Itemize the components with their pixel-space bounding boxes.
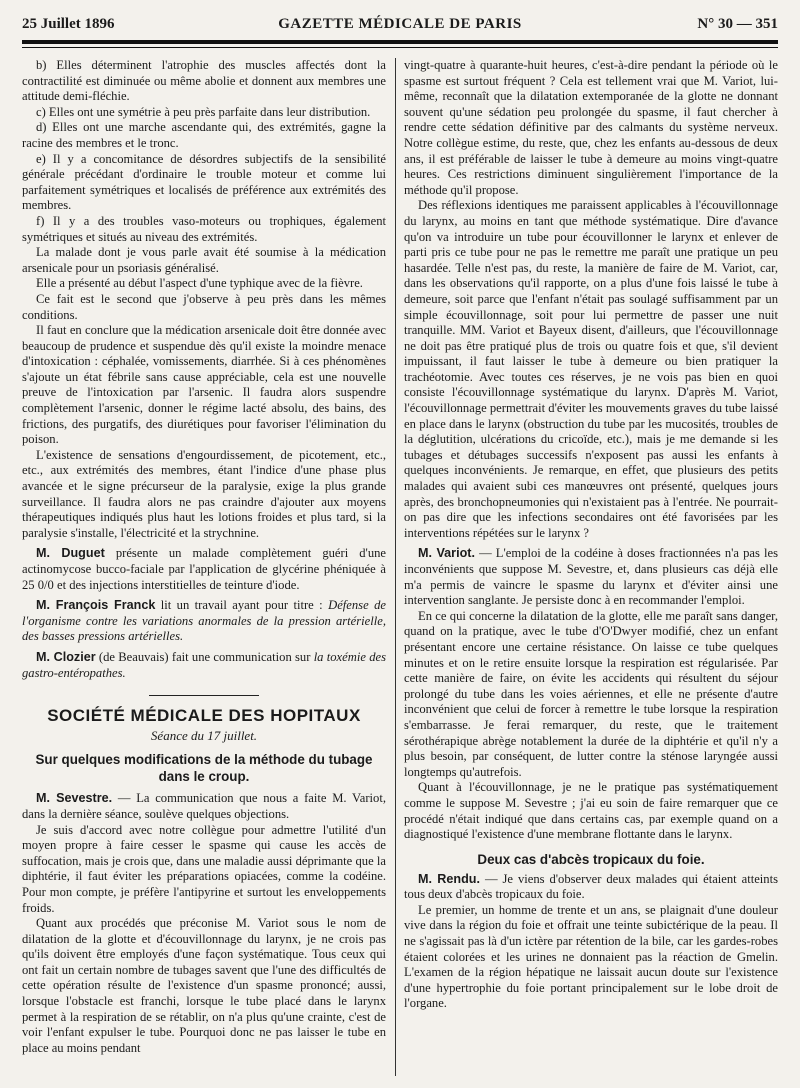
paragraph-rendu [404, 872, 778, 903]
paragraph: b) Elles déterminent l'atrophie des muscles affectés dont la contractilité est diminuée ou même abolie et donnent aux membres une attitude demi-fléchie. [22, 58, 386, 104]
paragraph: En ce qui concerne la dilatation de la glotte, elle me paraît sans danger, quand on la pratique, avec le tube d'O'Dwyer modifié, chez un enfant présentant encore une certaine résistance. On laisse ce tube quelques minutes et on le retire ensuite lorsque la respiration est régularisée. Par cette manière de faire, on évite les accidents qui résultent du séjour prolongé du tube dans les voies aériennes, et elle ne présente d'autre inconvénient que celui de forcer à remettre le tube lorsque la respiration s'embarrasse. Je ferai remarquer, du reste, que le traitement sérothérapique abrège notablement la durée de la diphtérie et qu'il n'y a plus besoin, par conséquent, de lutter contre la sténose laryngée aussi longtemps qu'autrefois. [404, 608, 778, 779]
paragraph: Elle a présenté au début l'aspect d'une typhique avec de la fièvre. [36, 276, 363, 291]
journal-title: GAZETTE MÉDICALE DE PARIS [278, 16, 522, 32]
speaker-text: — La communication que nous a faite M. Variot, dans la dernière séance, soulève quelques objections. [22, 791, 386, 821]
paragraph: Le premier, un homme de trente et un ans, se plaignait d'une douleur vive dans la région du foie et offrait une teinte subictérique de la peau. Il ne s'agissait pas là d'un ictère par rétention de la bile, car les gardes-robes étaient colorées et les urines ne donnaient pas la réaction de Gmelin. L'examen de la région hépatique ne laissait aucun doute sur l'existence d'une hypertrophie du foie portant principalement sur le lobe droit de l'organe. [404, 902, 778, 1011]
society-title: SOCIÉTÉ MÉDICALE DES HOPITAUX [47, 706, 361, 726]
speaker-text: lit un travail ayant pour titre : [155, 598, 329, 613]
paragraph-clozier [22, 650, 386, 681]
paragraph: c) Elles ont une symétrie à peu près parfaite dans leur distribution. [36, 104, 371, 119]
paragraph-variot [404, 546, 778, 608]
speaker-text: — L'emploi de la codéine à doses fractionnées n'a pas les inconvénients que suppose M. Sevestre, et, dans plusieurs cas déjà elle m'a permis de vaincre le spasme du larynx et d'éviter ainsi une intervention sanglante. Je persiste donc à en recommander l'emploi. [404, 546, 779, 608]
speaker-text: (de Beauvais) fait une communication sur [95, 649, 314, 664]
work-title: Défense de l'organisme contre les variations anormales de la pression artérielle, des basses pressions artérielles. [22, 598, 386, 644]
column-divider [395, 58, 396, 1076]
speaker-text: — Je viens d'observer deux malades qui étaient atteints tous deux d'abcès tropicaux du foie. [404, 871, 778, 902]
paragraph: La malade dont je vous parle avait été soumise à la médication arsenicale pour un psoriasis généralisé. [22, 245, 386, 275]
paragraph: Je suis d'accord avec notre collègue pour admettre l'utilité d'un moyen propre à faire cesser le spasme qui cause les accès de suffocation, mais je crois que, dans une maladie aussi déprimante que la diphtérie, il faut éviter les préparations opiacées, comme la codéine. Pour mon compte, je préfère l'antipyrine et surtout les enveloppements froids. [22, 822, 386, 915]
speaker-name: M. Variot. [418, 546, 475, 561]
page-header [22, 14, 778, 36]
paragraph: Des réflexions identiques me paraissent applicables à l'écouvillonnage du larynx, au moins en tant que méthode systématique. Dire d'avance qu'on va introduire un tube pour écouvillonner le larynx et enlever de parti pris ce tube pour ne pas le remettre me paraît une pratique un peu hasardée. Telle n'est pas, du reste, la manière de faire de M. Variot, car, dans les observations qu'il rapporte, on a plus d'une fois laissé le tube à demeure, soit parce que l'enfant n'était pas soulagé suffisamment par un simple écouvillonnage, soit pour lui permettre de passer une nuit tranquille. MM. Variot et Bayeux disent, d'ailleurs, que l'écouvillonnage ne doit pas être pratiqué plus de trois ou quatre fois et que, s'il devient impuissant, il faut laisser le tube à demeure ou bien pratiquer la trachéotomie. Avec toutes ces réserves, je ne vois pas bien en quoi consiste l'écouvillonnage systématique du larynx. D'après M. Variot, l'écouvillonnage permettrait d'éviter les mouvements graves du tube laissé en place dans le larynx (obstruction du tube par les mucosités, troubles de la déglutition, ulcérations du cricoïde, etc.), mais je me demande si les tubages et détubages successifs n'exposent pas aussi les enfants à quelques inconvénients. Je remarque, en effet, que plusieurs des petits malades qui avaient subi ces manœuvres ont présenté, quelques jours après, des bronchopneumonies qui n'existaient pas à l'entrée. Ne pourrait-on pas dire que les infections secondaires ont été favorisées par les interventions répétées sur le larynx ? [404, 198, 778, 540]
work-title: la toxémie des gastro-entéropathes. [22, 649, 386, 680]
speaker-name: M. Sevestre. [36, 791, 113, 806]
section-subheading: Deux cas d'abcès tropicaux du foie. [477, 851, 705, 867]
speaker-name: M. Duguet [36, 546, 105, 561]
speaker-text: présente un malade complètement guéri d'une actinomycose bucco-faciale par l'application de glycérine phéniquée à 25 0/0 et des injections interstitielles de teinture d'iode. [22, 546, 386, 592]
issue-date: 25 Juillet 1896 [22, 16, 115, 32]
right-column [404, 58, 778, 1012]
speaker-name: M. Rendu. [418, 871, 480, 886]
paragraph: e) Il y a concomitance de désordres subjectifs de la sensibilité générale précédant d'ordinaire le trouble moteur et comme lui parfaitement symétriques et localisés de préférence aux extrémités des membres. [22, 151, 386, 213]
section-divider [149, 695, 259, 696]
paragraph: d) Elles ont une marche ascendante qui, des extrémités, gagne la racine des membres et le tronc. [22, 120, 386, 150]
paragraph: L'existence de sensations d'engourdissement, de picotement, etc., etc., aux extrémités des membres, étant l'indice d'une phase plus avancée et le signe précurseur de la paralysie, exige la plus grande surveillance. Il faudra alors ne pas craindre d'ajouter aux moyens thérapeutiques indiqués plus haut les lotions froides et plus tard, si la paralysie s'installe, l'électricité et la strychnine. [22, 447, 386, 540]
page-number: N° 30 — 351 [697, 16, 778, 32]
paragraph: vingt-quatre à quarante-huit heures, c'est-à-dire pendant la période où le spasme est surtout fréquent ? Cela est tellement vrai que M. Variot, lui-même, reconnaît que la dilatation extemporanée de la glotte ne donnant souvent qu'une sédation peu prolongée du spasme, il faut chercher à rendre cette sédation définitive par des calmants du système nerveux. Notre collègue estime, du reste, que, chez les enfants au-dessous de deux ans, il est préférable de laisser le tube à demeure au moins vingt-quatre heures. Ces restrictions diminuent singulièrement l'importance de la méthode qu'il propose. [404, 58, 778, 197]
paragraph-duguet [22, 546, 386, 593]
left-column [22, 58, 386, 1056]
header-rule-thick [22, 40, 778, 44]
paragraph: Ce fait est le second que j'observe à peu près dans les mêmes conditions. [22, 291, 386, 322]
paragraph: Il faut en conclure que la médication arsenicale doit être donnée avec beaucoup de prudence et suspendue dès qu'il existe la moindre menace d'intoxication : céphalée, vomissements, diarrhée. Si à ces phénomènes s'ajoute un état fébrile sans cause appréciable, cela est une nouvelle preuve de l'intoxication par l'arsenic. Il faudra alors suspendre complètement l'arsenic, donner le régime lacté absolu, des bains, des frictions, des purgatifs, des diurétiques pour favoriser l'élimination du poison. [22, 323, 386, 447]
paragraph: Quant aux procédés que préconise M. Variot sous le nom de dilatation de la glotte et d'écouvillonnage du larynx, je ne crois pas qu'ils doivent être employés d'une façon systématique. Tous ceux qui ont fait un certain nombre de tubages savent que l'une des difficultés de cette opération résulte de l'existence d'un spasme prononcé; aussi, lorsque l'obstacle est franchi, lorsque le tube placé dans le larynx permet à la respiration de se rétablir, on n'a plus qu'une crainte, c'est de voir l'enfant expulser le tube. Pourquoi donc ne pas laisser le tube en place au moins pendant [22, 916, 386, 1055]
seance-date: Séance du 17 juillet. [150, 727, 258, 743]
paragraph-sevestre [22, 791, 386, 822]
paragraph: Quant à l'écouvillonnage, je ne le pratique pas systématiquement comme le suppose M. Sevestre ; j'ai eu soin de faire remarquer que ce procédé n'était indiqué que dans certains cas, par exemple quand on a diagnostiqué l'existence d'une membrane flottante dans le larynx. [404, 780, 778, 842]
paragraph: f) Il y a des troubles vaso-moteurs ou trophiques, également symétriques et situés au niveau des extrémités. [22, 213, 386, 244]
speaker-name: M. François Franck [36, 598, 156, 613]
header-rule-thin [22, 47, 778, 48]
paragraph-franck [22, 598, 386, 645]
speaker-name: M. Clozier [36, 649, 96, 664]
section-subheading: Sur quelques modifications de la méthode du tubage dans le croup. [35, 752, 373, 785]
